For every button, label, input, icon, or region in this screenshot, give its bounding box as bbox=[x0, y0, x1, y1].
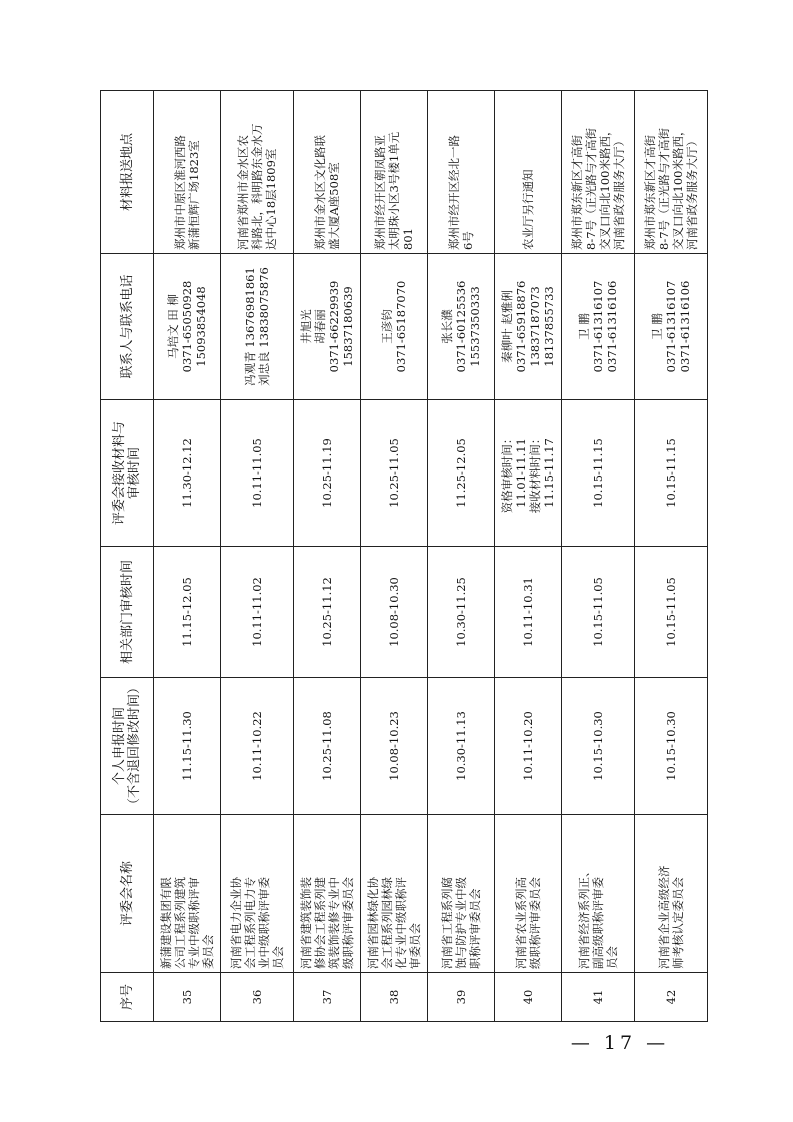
cell-review: 10.25-11.19 bbox=[294, 400, 361, 547]
table-row bbox=[635, 91, 708, 1022]
cell-name: 新蒲建设集团有限 公司工程系列建筑 专业中级职称评审 委员会 bbox=[154, 815, 221, 973]
cell-address: 郑州市中原区淮河西路 新蒲恒辉广场1823室 bbox=[154, 91, 221, 254]
cell-review: 11.25-12.05 bbox=[428, 400, 495, 547]
cell-contact: 井旭光 胡春丽 0371-66229939 15837180639 bbox=[294, 254, 361, 400]
table-row bbox=[294, 91, 361, 1022]
cell-review: 10.25-11.05 bbox=[361, 400, 428, 547]
cell-apply: 10.08-10.23 bbox=[361, 678, 428, 815]
cell-apply: 11.15-11.30 bbox=[154, 678, 221, 815]
cell-address: 农业厅另行通知 bbox=[495, 91, 562, 254]
cell-dept: 11.15-12.05 bbox=[154, 547, 221, 678]
cell-dept: 10.08-10.30 bbox=[361, 547, 428, 678]
cell-review: 11.30-12.12 bbox=[154, 400, 221, 547]
cell-no: 42 bbox=[635, 973, 708, 1022]
cell-contact: 卫 鹏 0371-61316107 0371-61316106 bbox=[635, 254, 708, 400]
cell-apply: 10.15-10.30 bbox=[562, 678, 635, 815]
cell-no: 39 bbox=[428, 973, 495, 1022]
cell-address: 郑州市郑东新区才高街 8-7号（正光路与才高街 交叉口向北100米路西， 河南省政务服务大厅） bbox=[562, 91, 635, 254]
cell-review: 资格审核时间： 11.01-11.11 接收材料时间： 11.15-11.17 bbox=[495, 400, 562, 547]
rotated-table-region bbox=[100, 91, 698, 1022]
cell-apply: 10.11-10.20 bbox=[495, 678, 562, 815]
cell-name: 河南省电力企业协 会工程系列电力专 业中级职称评审委 员会 bbox=[221, 815, 294, 973]
cell-apply: 10.15-10.30 bbox=[635, 678, 708, 815]
cell-apply: 10.11-10.22 bbox=[221, 678, 294, 815]
table-header-row bbox=[101, 91, 154, 1022]
table-row bbox=[428, 91, 495, 1022]
cell-no: 40 bbox=[495, 973, 562, 1022]
cell-apply: 10.25-11.08 bbox=[294, 678, 361, 815]
cell-review: 10.15-11.15 bbox=[635, 400, 708, 547]
header-cell-apply-time: 个人申报时间 （不含退回修改时间） bbox=[101, 678, 154, 815]
cell-review: 10.11-11.05 bbox=[221, 400, 294, 547]
cell-name: 河南省农业系列高 级职称评审委员会 bbox=[495, 815, 562, 973]
cell-review: 10.15-11.15 bbox=[562, 400, 635, 547]
cell-address: 河南省郑州市金水区农 科路北，科明路东金水万 达中心18层1809室 bbox=[221, 91, 294, 254]
header-cell-contact: 联系人与联系电话 bbox=[101, 254, 154, 400]
cell-contact: 卫 鹏 0371-61316107 0371-61316106 bbox=[562, 254, 635, 400]
cell-dept: 10.15-11.05 bbox=[635, 547, 708, 678]
header-cell-name: 评委会名称 bbox=[101, 815, 154, 973]
cell-dept: 10.15-11.05 bbox=[562, 547, 635, 678]
cell-no: 41 bbox=[562, 973, 635, 1022]
table-row bbox=[221, 91, 294, 1022]
header-cell-address: 材料报送地点 bbox=[101, 91, 154, 254]
header-cell-no: 序号 bbox=[101, 973, 154, 1022]
cell-contact: 王彦钧 0371-65187070 bbox=[361, 254, 428, 400]
cell-contact: 秦柳叶 赵雅俐 0371-65918876 13837187073 18137855733 bbox=[495, 254, 562, 400]
cell-address: 郑州市经开区经北一路 6号 bbox=[428, 91, 495, 254]
table-frame bbox=[100, 91, 698, 1022]
cell-contact: 冯观青 13676981861 刘忠良 13838075876 bbox=[221, 254, 294, 400]
cell-name: 河南省经济系列正、 副高级职称评审委 员会 bbox=[562, 815, 635, 973]
review-committee-table bbox=[100, 90, 708, 1022]
cell-dept: 10.11-10.31 bbox=[495, 547, 562, 678]
cell-dept: 10.11-11.02 bbox=[221, 547, 294, 678]
cell-name: 河南省园林绿化协 会工程系列园林绿 化专业中级职称评 审委员会 bbox=[361, 815, 428, 973]
cell-name: 河南省企业高级经济 师考核认定委员会 bbox=[635, 815, 708, 973]
header-cell-dept-review-time: 相关部门审核时间 bbox=[101, 547, 154, 678]
cell-no: 35 bbox=[154, 973, 221, 1022]
cell-name: 河南省建筑装饰装 修协会工程系列建 筑装饰装修专业中 级职称评审委员会 bbox=[294, 815, 361, 973]
cell-contact: 张长濮 0371-60125536 15537350333 bbox=[428, 254, 495, 400]
table-row bbox=[495, 91, 562, 1022]
cell-dept: 10.30-11.25 bbox=[428, 547, 495, 678]
page-number: — 17 — bbox=[570, 1032, 670, 1054]
cell-no: 38 bbox=[361, 973, 428, 1022]
table-row bbox=[154, 91, 221, 1022]
cell-no: 37 bbox=[294, 973, 361, 1022]
cell-no: 36 bbox=[221, 973, 294, 1022]
cell-address: 郑州市郑东新区才高街 8-7号（正光路与才高街 交叉口向北100米路西， 河南省政务服务大厅） bbox=[635, 91, 708, 254]
cell-address: 郑州市经开区朝凤路亚 太明珠小区3号楼1单元 801 bbox=[361, 91, 428, 254]
header-cell-committee-review-time: 评委会接收材料与 审核时间 bbox=[101, 400, 154, 547]
cell-address: 郑州市金水区文化路联 盛大厦A座508室 bbox=[294, 91, 361, 254]
table-row bbox=[361, 91, 428, 1022]
cell-apply: 10.30-11.13 bbox=[428, 678, 495, 815]
cell-contact: 马培文 田 柳 0371-65050928 15093854048 bbox=[154, 254, 221, 400]
cell-dept: 10.25-11.12 bbox=[294, 547, 361, 678]
cell-name: 河南省工程系列腐 蚀与防护专业中级 职称评审委员会 bbox=[428, 815, 495, 973]
table-row bbox=[562, 91, 635, 1022]
